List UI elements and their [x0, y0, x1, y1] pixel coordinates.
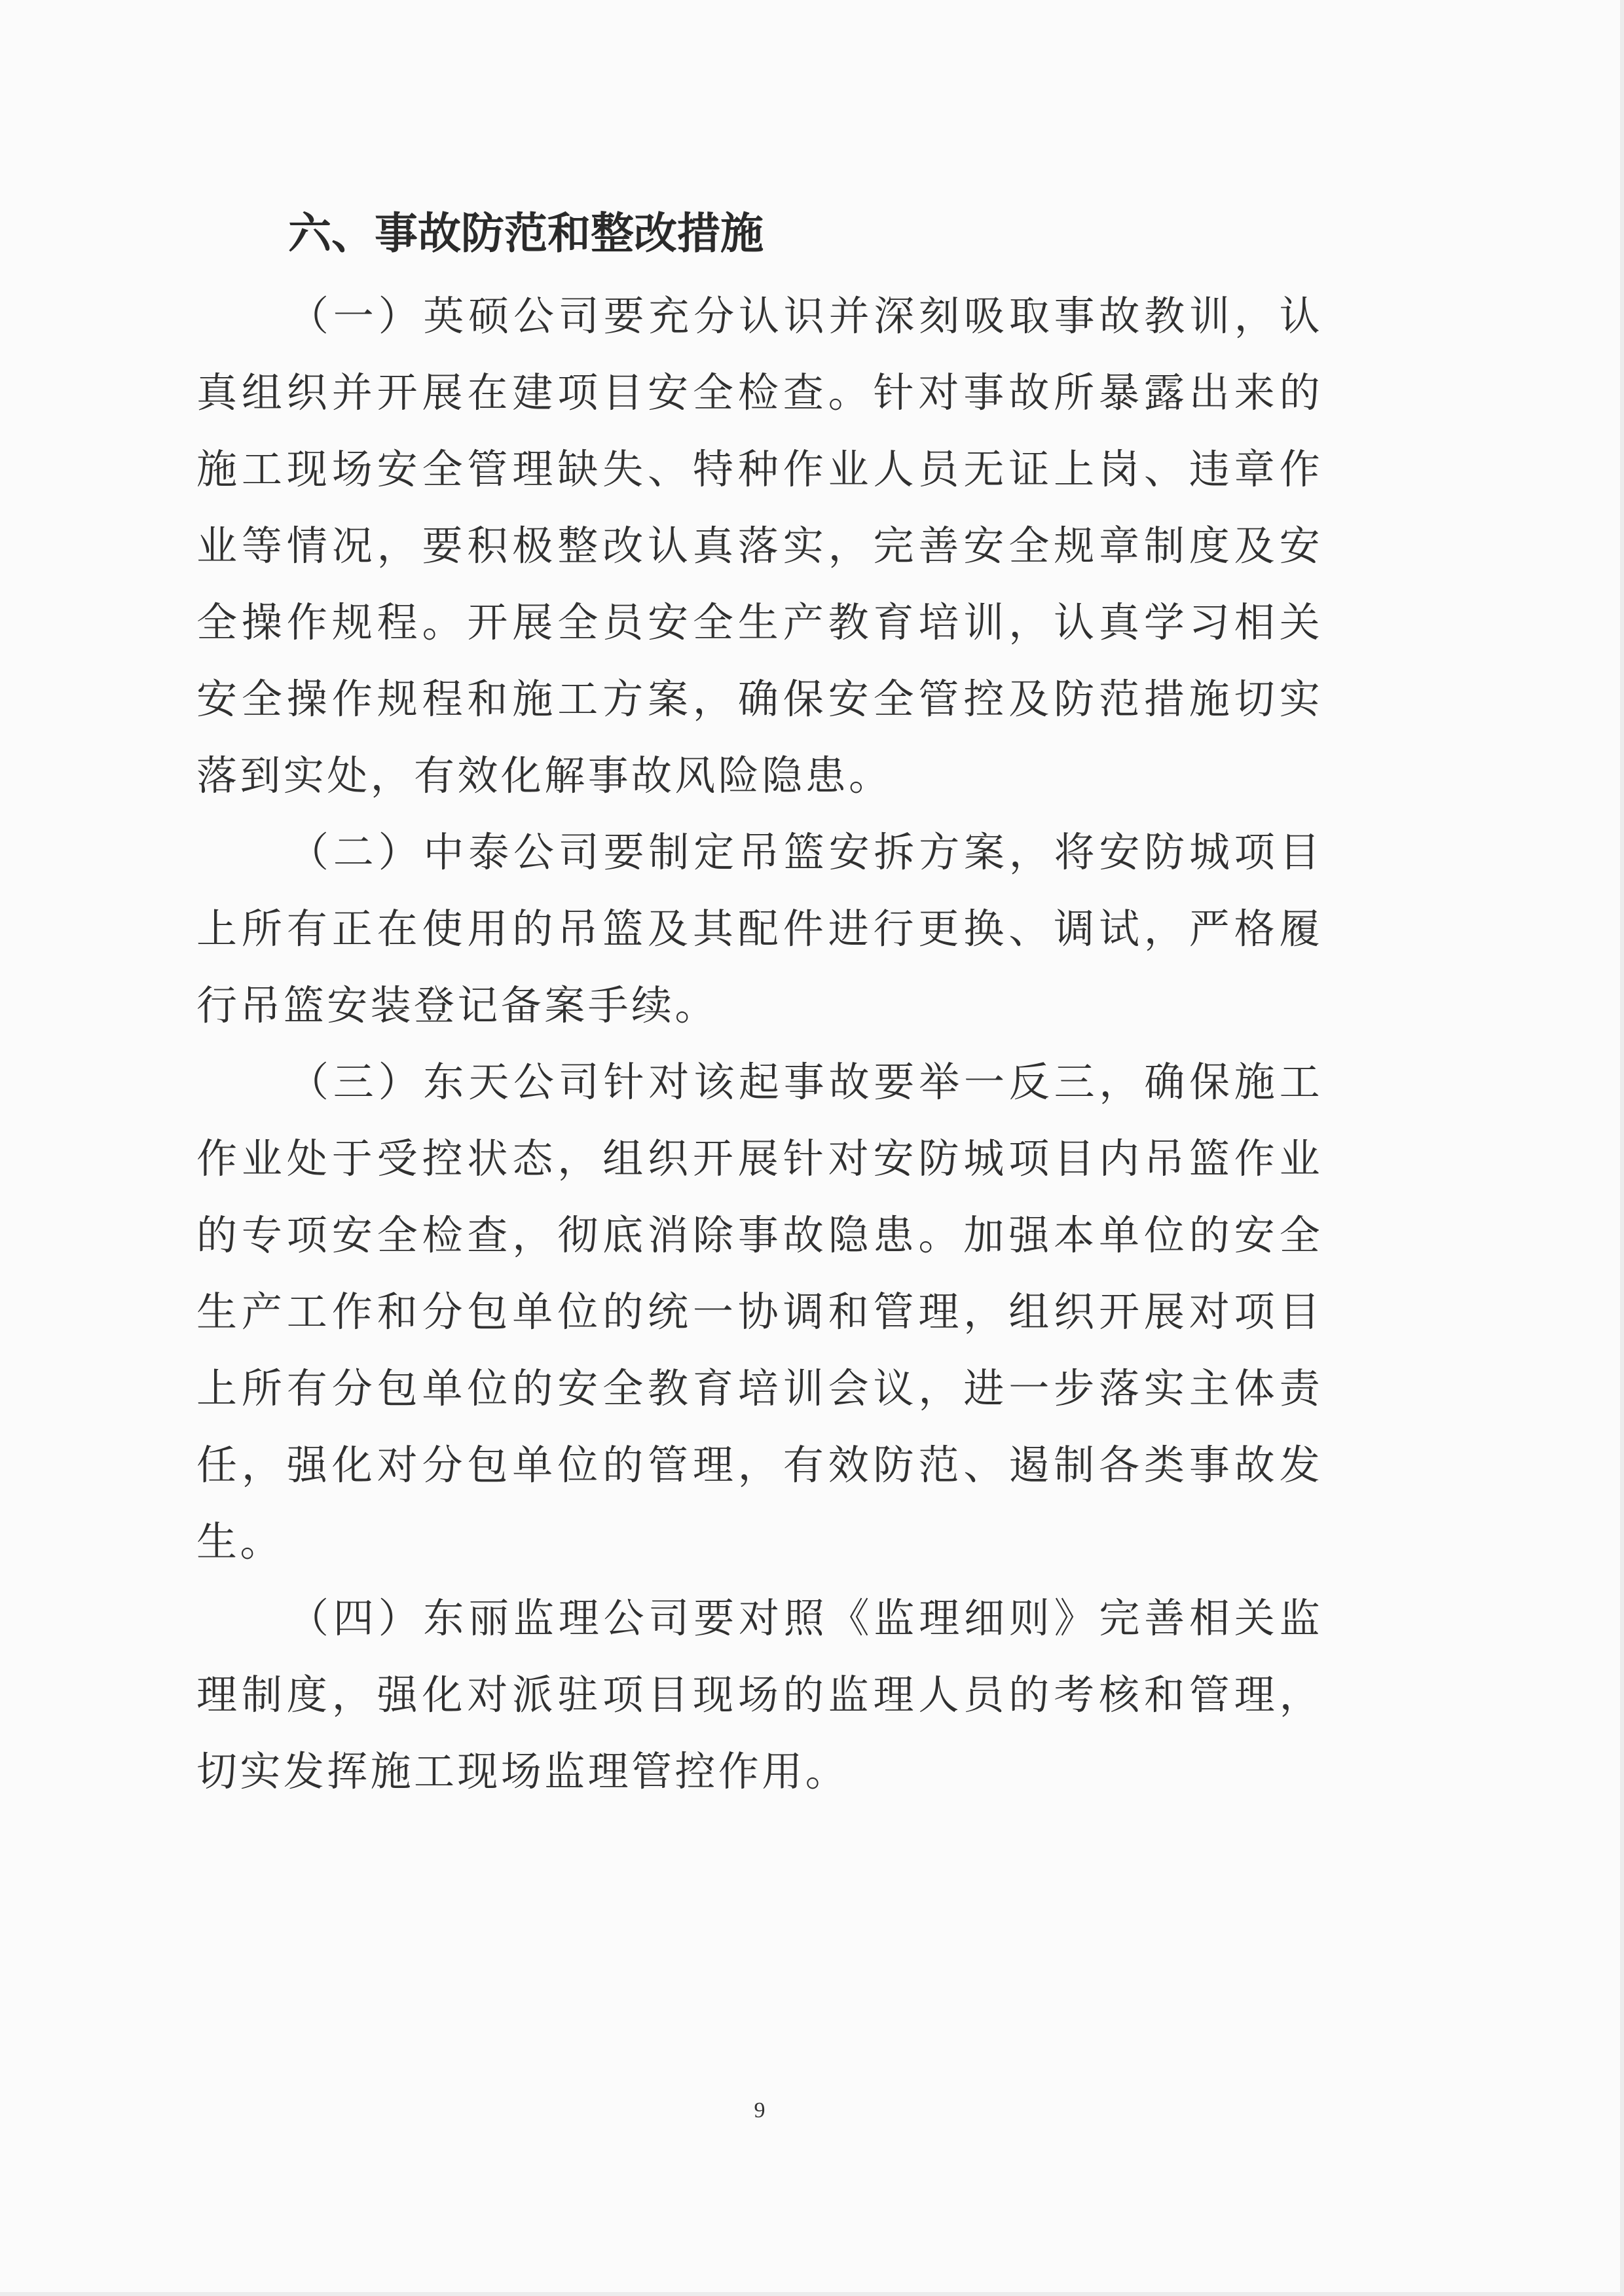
paragraph-1: （一）英硕公司要充分认识并深刻吸取事故教训，认真组织并开展在建项目安全检查。针对事故所暴露出来的施工现场安全管理缺失、特种作业人员无证上岗、违章作业等情况，要积极整改认真落实，完善安全规章制度及安全操作规程。开展全员安全生产教育培训，认真学习相关安全操作规程和施工方案，确保安全管控及防范措施切实落到实处，有效化解事故风险隐患。 [196, 292, 1323, 799]
section-heading: 六、事故防范和整改措施 [288, 208, 764, 259]
paragraph-4: （四）东丽监理公司要对照《监理细则》完善相关监理制度，强化对派驻项目现场的监理人员的考核和管理，切实发挥施工现场监理管控作用。 [196, 1594, 1323, 1795]
paragraph-2: （二）中泰公司要制定吊篮安拆方案，将安防城项目上所有正在使用的吊篮及其配件进行更换、调试，严格履行吊篮安装登记备案手续。 [196, 828, 1323, 1029]
page-number: 9 [754, 2098, 766, 2123]
paragraph-3: （三）东天公司针对该起事故要举一反三，确保施工作业处于受控状态，组织开展针对安防城项目内吊篮作业的专项安全检查，彻底消除事故隐患。加强本单位的安全生产工作和分包单位的统一协调和管理，组织开展对项目上所有分包单位的安全教育培训会议，进一步落实主体责任，强化对分包单位的管理，有效防范、遏制各类事故发生。 [196, 1058, 1323, 1565]
body-text [196, 278, 1323, 1810]
scan-edge-right [1620, 0, 1624, 2296]
scan-edge-bottom [0, 2292, 1624, 2296]
